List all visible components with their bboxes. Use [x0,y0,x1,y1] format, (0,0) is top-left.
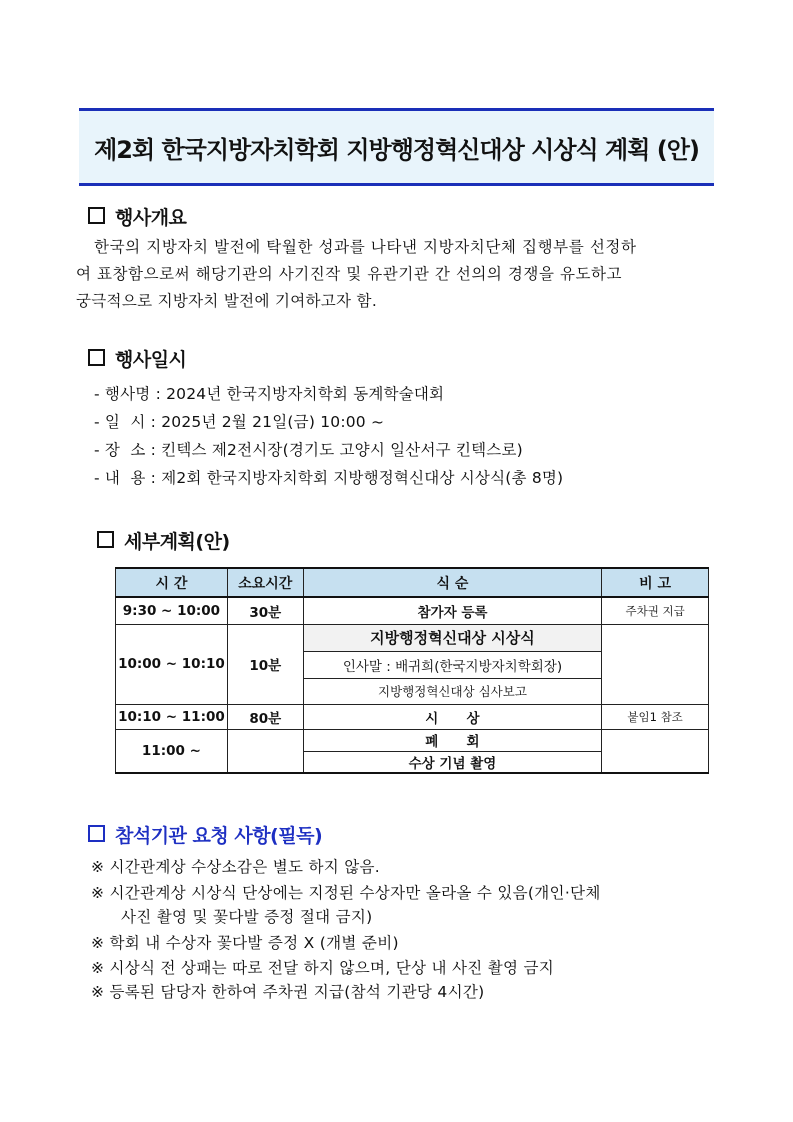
duration-cell [227,729,303,773]
column-header-time: 시 간 [116,568,228,597]
program-cell-closing: 폐 회 [303,729,601,751]
request-item-continued: 사진 촬영 및 꽃다발 증정 절대 금지) [121,908,373,926]
program-cell: 시 상 [303,704,601,729]
event-place-line: - 장 소 : 킨텍스 제2전시장(경기도 고양시 일산서구 킨텍스로) [94,441,523,459]
table-row [116,729,709,751]
table-row [116,597,709,624]
checkbox-square-icon [88,825,105,842]
time-cell: 9:30 ~ 10:00 [116,597,228,624]
section-heading-overview [88,203,186,230]
note-cell [602,624,709,704]
time-cell: 11:00 ~ [116,729,228,773]
note-cell: 주차권 지급 [602,597,709,624]
section-heading-label: 행사일시 [115,349,187,371]
overview-paragraph [76,234,720,315]
section-heading-requests [88,821,322,848]
table-row [116,624,709,651]
note-cell [602,729,709,773]
duration-cell: 30분 [227,597,303,624]
request-item: ※ 등록된 담당자 한하여 주차권 지급(참석 기관당 4시간) [91,983,485,1001]
column-header-note: 비 고 [602,568,709,597]
table-row [116,704,709,729]
duration-cell: 10분 [227,624,303,704]
document-title-box [79,108,714,186]
overview-line: 궁극적으로 지방자치 발전에 기여하고자 함. [76,292,378,310]
program-cell-report: 지방행정혁신대상 심사보고 [303,678,601,704]
event-content-line: - 내 용 : 제2회 한국지방자치학회 지방행정혁신대상 시상식(총 8명) [94,469,564,487]
schedule-table [115,567,709,774]
event-name-line: - 행사명 : 2024년 한국지방자치학회 동계학술대회 [94,385,445,403]
overview-line: 한국의 지방자치 발전에 탁월한 성과를 나타낸 지방자치단체 집행부를 선정하 [94,238,637,256]
checkbox-square-icon [88,207,105,224]
overview-line: 여 표창함으로써 해당기관의 사기진작 및 유관기관 간 선의의 경쟁을 유도하고 [76,265,623,283]
time-cell: 10:10 ~ 11:00 [116,704,228,729]
section-heading-label: 세부계획(안) [124,531,230,553]
column-header-program: 식 순 [303,568,601,597]
document-title: 제2회 한국지방자치학회 지방행정혁신대상 시상식 계획 (안) [94,135,699,164]
duration-cell: 80분 [227,704,303,729]
program-cell: 참가자 등록 [303,597,601,624]
time-cell: 10:00 ~ 10:10 [116,624,228,704]
column-header-duration: 소요시간 [227,568,303,597]
section-heading-plan [97,527,230,554]
program-cell-ceremony: 지방행정혁신대상 시상식 [303,624,601,651]
table-header-row [116,568,709,597]
note-cell: 붙임1 참조 [602,704,709,729]
program-cell-photo: 수상 기념 촬영 [303,751,601,773]
section-heading-date [88,345,186,372]
program-cell-greeting: 인사말 : 배귀희(한국지방자치학회장) [303,651,601,678]
request-item: ※ 시상식 전 상패는 따로 전달 하지 않으며, 단상 내 사진 촬영 금지 [91,959,555,977]
request-item: ※ 시간관계상 시상식 단상에는 지정된 수상자만 올라올 수 있음(개인·단체 [91,884,601,902]
section-heading-label: 행사개요 [115,207,187,229]
event-date-line: - 일 시 : 2025년 2월 21일(금) 10:00 ~ [94,413,385,431]
request-item: ※ 시간관계상 수상소감은 별도 하지 않음. [91,858,381,876]
request-item: ※ 학회 내 수상자 꽃다발 증정 X (개별 준비) [91,934,399,952]
section-heading-label: 참석기관 요청 사항(필독) [115,825,323,847]
checkbox-square-icon [97,531,114,548]
checkbox-square-icon [88,349,105,366]
